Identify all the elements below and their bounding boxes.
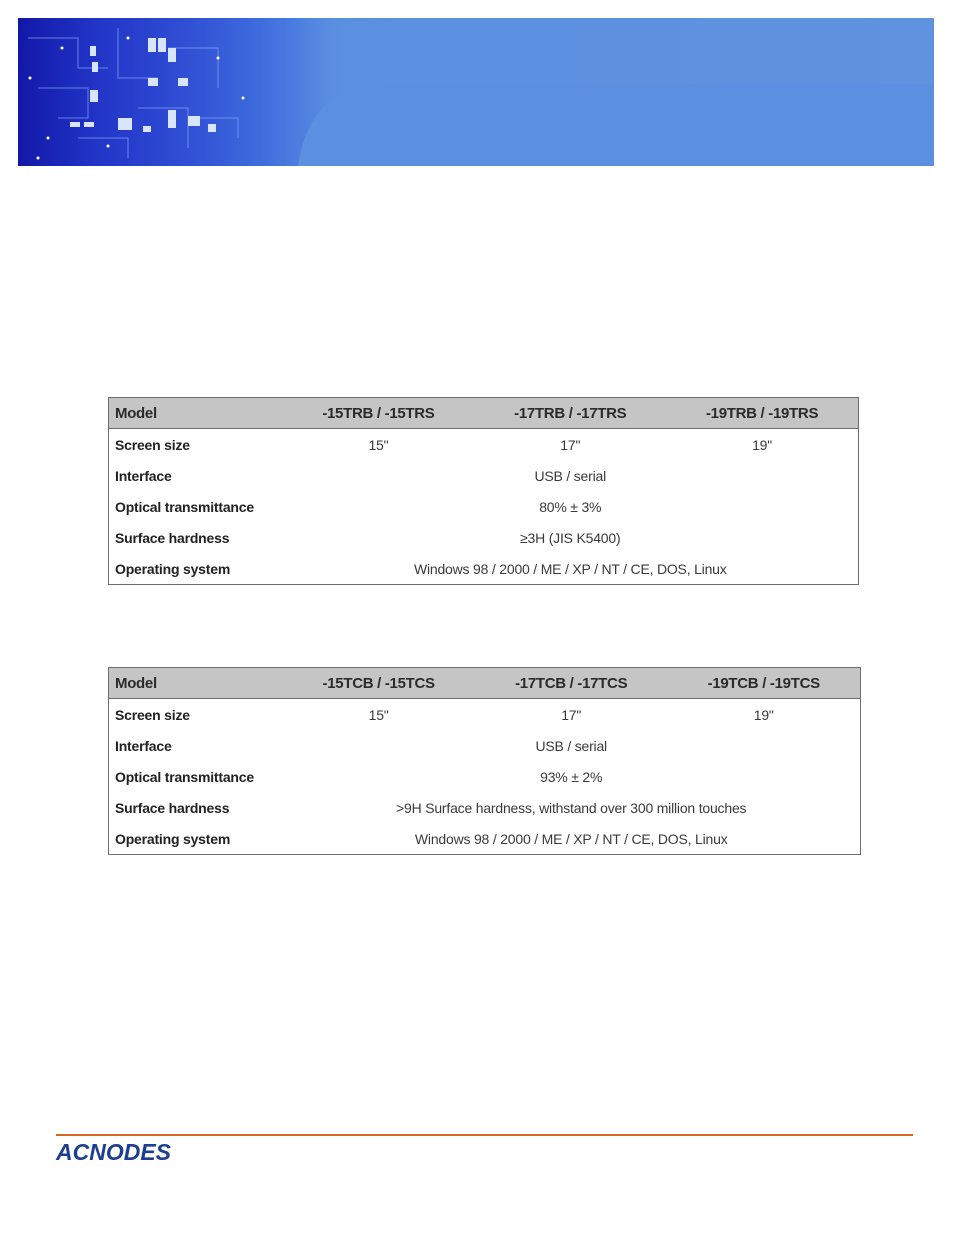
table-header-row	[109, 398, 859, 429]
row-label: Screen size	[115, 436, 190, 453]
cell-value: 15"	[368, 706, 389, 723]
cell-value: 93% ± 2%	[540, 768, 603, 785]
row-label: Optical transmittance	[115, 498, 254, 515]
row-label: Operating system	[115, 830, 231, 847]
header-model: Model	[109, 668, 283, 699]
header-model: Model	[109, 398, 283, 429]
cell-value: 19"	[752, 436, 773, 453]
row-label: Operating system	[115, 560, 231, 577]
header-17: -17TRB / -17TRS	[474, 398, 666, 429]
cell-value: 17"	[560, 436, 581, 453]
row-label: Optical transmittance	[115, 768, 254, 785]
footer-divider	[56, 1134, 913, 1136]
table-row	[109, 522, 859, 553]
cell-value: 17"	[561, 706, 582, 723]
table-row	[109, 792, 861, 823]
row-label: Screen size	[115, 706, 190, 723]
table-row	[109, 823, 861, 855]
header-15: -15TCB / -15TCS	[282, 668, 475, 699]
table-row	[109, 460, 859, 491]
cell-value: Windows 98 / 2000 / ME / XP / NT / CE, DOS, Linux	[414, 830, 728, 847]
header-17: -17TCB / -17TCS	[475, 668, 668, 699]
circuit-board-graphic	[18, 18, 934, 166]
cell-value: 19"	[753, 706, 774, 723]
cell-value: USB / serial	[535, 737, 607, 754]
cell-value: 80% ± 3%	[539, 498, 602, 515]
header-19: -19TRB / -19TRS	[666, 398, 858, 429]
table-row	[109, 699, 861, 731]
table-row	[109, 761, 861, 792]
row-label: Interface	[115, 467, 172, 484]
cell-value: Windows 98 / 2000 / ME / XP / NT / CE, DOS, Linux	[413, 560, 727, 577]
header-15: -15TRB / -15TRS	[283, 398, 475, 429]
header-banner	[18, 18, 934, 166]
table-row	[109, 429, 859, 461]
table-row	[109, 553, 859, 585]
row-label: Surface hardness	[115, 529, 230, 546]
cell-value: 15"	[368, 436, 389, 453]
capacitive-spec-table	[108, 667, 861, 855]
table-row	[109, 491, 859, 522]
table-header-row	[109, 668, 861, 699]
acnodes-logo: ACNODES	[56, 1139, 172, 1165]
row-label: Surface hardness	[115, 799, 230, 816]
cell-value: >9H Surface hardness, withstand over 300 million touches	[396, 799, 747, 816]
resistive-spec-table	[108, 397, 859, 585]
header-19: -19TCB / -19TCS	[667, 668, 860, 699]
cell-value: ≥3H (JIS K5400)	[520, 529, 621, 546]
row-label: Interface	[115, 737, 172, 754]
cell-value: USB / serial	[534, 467, 606, 484]
table-row	[109, 730, 861, 761]
